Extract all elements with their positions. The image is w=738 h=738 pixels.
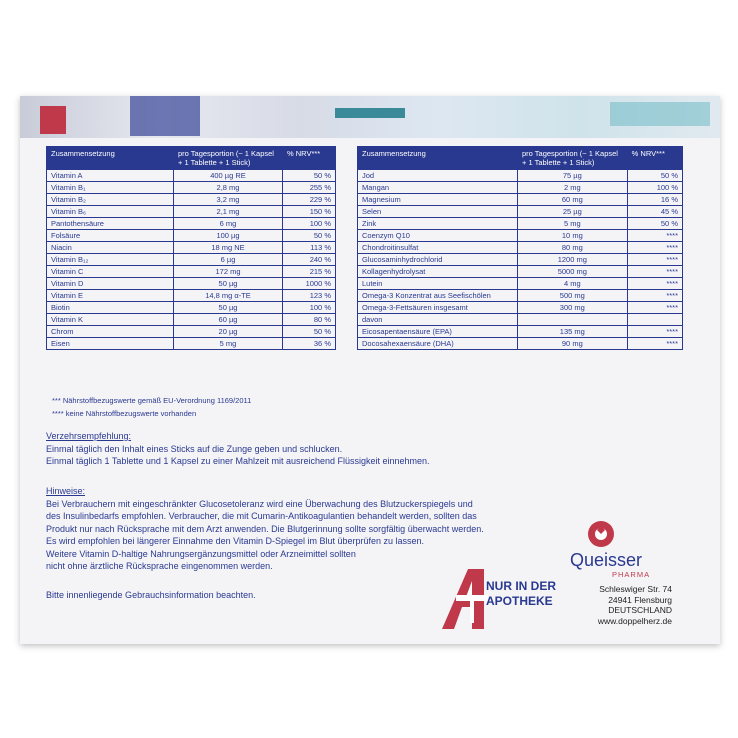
nutrient-nrv: ****: [627, 290, 682, 302]
table-row: [47, 170, 336, 182]
nutrient-amount: 4 mg: [517, 278, 627, 290]
nutrient-nrv: 100 %: [283, 218, 336, 230]
nutrient-amount: [517, 314, 627, 326]
nutrient-amount: 5 mg: [174, 338, 283, 350]
nutrient-amount: 10 mg: [517, 230, 627, 242]
nutrient-amount: 500 mg: [517, 290, 627, 302]
footnote-nrv: *** Nährstoffbezugswerte gemäß EU-Verordnung 1169/2011: [52, 396, 252, 405]
closing-note: Bitte innenliegende Gebrauchsinformation beachten.: [46, 590, 256, 600]
nutrient-amount: 14,8 mg α-TE: [174, 290, 283, 302]
apotheke-text: [486, 579, 556, 609]
table-row: [47, 314, 336, 326]
nutrient-nrv: 100 %: [627, 182, 682, 194]
table-row: [47, 230, 336, 242]
nutrient-name: Jod: [358, 170, 518, 182]
nutrient-amount: 20 µg: [174, 326, 283, 338]
table-row: [47, 266, 336, 278]
nutrient-amount: 5000 mg: [517, 266, 627, 278]
nutrient-amount: 60 µg: [174, 314, 283, 326]
nutrient-nrv: 50 %: [627, 170, 682, 182]
nutrient-name: Vitamin D: [47, 278, 174, 290]
table-row: [358, 278, 683, 290]
nutrient-amount: 80 mg: [517, 242, 627, 254]
apotheke-line: NUR IN DER: [486, 579, 557, 593]
nutrient-amount: 5 mg: [517, 218, 627, 230]
nutrient-name: Folsäure: [47, 230, 174, 242]
nutrient-amount: 400 µg RE: [174, 170, 283, 182]
nutrient-amount: 25 µg: [517, 206, 627, 218]
nutrient-nrv: ****: [627, 230, 682, 242]
nutrient-amount: 1200 mg: [517, 254, 627, 266]
table-row: [358, 230, 683, 242]
nutrient-nrv: 255 %: [283, 182, 336, 194]
dosage-heading: Verzehrsempfehlung:: [46, 431, 132, 441]
nutrient-name: Vitamin B₁₂: [47, 254, 174, 266]
nutrient-nrv: 1000 %: [283, 278, 336, 290]
nutrient-amount: 172 mg: [174, 266, 283, 278]
nutrient-nrv: 123 %: [283, 290, 336, 302]
nutrient-nrv: 150 %: [283, 206, 336, 218]
nutrient-nrv: ****: [627, 254, 682, 266]
header-nrv: % NRV***: [627, 147, 682, 170]
nutrient-name: Eicosapentaensäure (EPA): [358, 326, 518, 338]
nutrient-name: Vitamin C: [47, 266, 174, 278]
nutrient-nrv: 215 %: [283, 266, 336, 278]
nutrition-table-left: [46, 146, 336, 350]
nutrient-amount: 75 µg: [517, 170, 627, 182]
table-row: [47, 242, 336, 254]
table-row: [358, 206, 683, 218]
nutrient-nrv: 36 %: [283, 338, 336, 350]
dosage-section: [46, 430, 430, 468]
address-line: Schleswiger Str. 74: [599, 584, 672, 594]
nutrient-amount: 50 µg: [174, 302, 283, 314]
nutrient-name: Magnesium: [358, 194, 518, 206]
notes-line: Weitere Vitamin D-haltige Nahrungsergänzungsmittel oder Arzneimittel sollten: [46, 548, 356, 559]
nutrient-name: Docosahexaensäure (DHA): [358, 338, 518, 350]
nutrient-name: Lutein: [358, 278, 518, 290]
notes-line: Produkt nur nach Rücksprache mit dem Arzt anwenden. Die Blutgerinnung sollte sorgfältig überwacht werden.: [46, 523, 484, 534]
notes-line: des Insulinbedarfs empfohlen. Verbraucher, die mit Cumarin-Antikoagulantien behandelt werden, sollten das: [46, 511, 477, 521]
nutrient-name: Kollagenhydrolysat: [358, 266, 518, 278]
nutrient-nrv: ****: [627, 326, 682, 338]
header-daily-portion: pro Tagesportion (~ 1 Kapsel + 1 Tablette + 1 Stick): [517, 147, 627, 170]
decor-block: [40, 106, 66, 134]
nutrient-nrv: 100 %: [283, 302, 336, 314]
footnote-no-nrv: **** keine Nährstoffbezugswerte vorhanden: [52, 409, 197, 418]
nutrient-nrv: 113 %: [283, 242, 336, 254]
nutrient-name: Selen: [358, 206, 518, 218]
nutrient-amount: 6 µg: [174, 254, 283, 266]
nutrient-amount: 2,1 mg: [174, 206, 283, 218]
table-row: [358, 326, 683, 338]
website-link[interactable]: www.doppelherz.de: [597, 615, 672, 626]
table-row: [358, 170, 683, 182]
table-row: [47, 290, 336, 302]
nutrient-amount: 2 mg: [517, 182, 627, 194]
nutrient-name: Vitamin B₆: [47, 206, 174, 218]
table-row: [47, 278, 336, 290]
nutrient-nrv: 45 %: [627, 206, 682, 218]
nutrient-name: Glucosaminhydrochlorid: [358, 254, 518, 266]
nutrient-name: Omega-3-Fettsäuren insgesamt: [358, 302, 518, 314]
nutrient-amount: 100 µg: [174, 230, 283, 242]
nutrient-nrv: 50 %: [627, 218, 682, 230]
nutrient-name: davon: [358, 314, 518, 326]
table-row: [47, 206, 336, 218]
notes-line: nicht ohne ärztliche Rücksprache eingenommen werden.: [46, 561, 273, 571]
nutrient-name: Vitamin B₂: [47, 194, 174, 206]
nutrient-nrv: 240 %: [283, 254, 336, 266]
notes-section: [46, 485, 484, 573]
nutrient-name: Chondroitinsulfat: [358, 242, 518, 254]
nutrient-nrv: 80 %: [283, 314, 336, 326]
nutrient-nrv: [627, 314, 682, 326]
table-row: [47, 326, 336, 338]
package-top-band: [20, 96, 720, 138]
dosage-line: Einmal täglich den Inhalt eines Sticks auf die Zunge geben und schlucken.: [46, 443, 343, 454]
decor-block: [335, 108, 405, 118]
nutrient-nrv: ****: [627, 278, 682, 290]
table-row: [358, 338, 683, 350]
table-row: [358, 242, 683, 254]
table-row: [47, 194, 336, 206]
table-row: [358, 182, 683, 194]
nutrient-nrv: 50 %: [283, 170, 336, 182]
nutrient-name: Eisen: [47, 338, 174, 350]
header-composition: Zusammensetzung: [47, 147, 174, 170]
company-name: Queisser: [570, 550, 643, 570]
notes-line: Bei Verbrauchern mit eingeschränkter Glucosetoleranz wird eine Überwachung des Blutzuckerspiegels und: [46, 498, 473, 509]
nutrient-name: Pantothensäure: [47, 218, 174, 230]
nutrient-amount: 18 mg NE: [174, 242, 283, 254]
table-row: [47, 338, 336, 350]
nutrient-name: Zink: [358, 218, 518, 230]
nutrient-amount: 3,2 mg: [174, 194, 283, 206]
table-row: [358, 290, 683, 302]
nutrient-amount: 300 mg: [517, 302, 627, 314]
nutrient-amount: 90 mg: [517, 338, 627, 350]
header-nrv: % NRV***: [283, 147, 336, 170]
decor-block: [610, 102, 710, 126]
nutrient-nrv: 16 %: [627, 194, 682, 206]
nutrient-name: Biotin: [47, 302, 174, 314]
notes-heading: Hinweise:: [46, 486, 86, 496]
nutrient-nrv: ****: [627, 338, 682, 350]
table-row: [358, 218, 683, 230]
nutrition-table-right: [357, 146, 683, 350]
nutrient-name: Vitamin B₁: [47, 182, 174, 194]
header-daily-portion: pro Tagesportion (~ 1 Kapsel + 1 Tablette + 1 Stick): [174, 147, 283, 170]
table-row: [358, 194, 683, 206]
nutrient-nrv: 229 %: [283, 194, 336, 206]
decor-block: [130, 96, 200, 136]
nutrient-name: Coenzym Q10: [358, 230, 518, 242]
nutrient-name: Mangan: [358, 182, 518, 194]
nutrient-name: Chrom: [47, 326, 174, 338]
table-row: [358, 314, 683, 326]
queisser-logo-icon: [587, 520, 615, 548]
nutrient-nrv: 50 %: [283, 326, 336, 338]
nutrient-amount: 6 mg: [174, 218, 283, 230]
header-composition: Zusammensetzung: [358, 147, 518, 170]
notes-line: Es wird empfohlen bei längerer Einnahme den Vitamin D-Spiegel im Blut überprüfen zu lassen.: [46, 536, 425, 546]
nutrient-nrv: 50 %: [283, 230, 336, 242]
nutrient-name: Vitamin E: [47, 290, 174, 302]
nutrient-nrv: ****: [627, 302, 682, 314]
apotheke-line: APOTHEKE: [486, 594, 553, 608]
address-line: 24941 Flensburg: [608, 594, 672, 605]
table-row: [47, 302, 336, 314]
table-row: [358, 266, 683, 278]
table-row: [47, 218, 336, 230]
nutrient-name: Omega-3 Konzentrat aus Seefischölen: [358, 290, 518, 302]
nutrient-amount: 50 µg: [174, 278, 283, 290]
nutrient-nrv: ****: [627, 242, 682, 254]
table-row: [358, 254, 683, 266]
nutrient-amount: 135 mg: [517, 326, 627, 338]
table-row: [47, 182, 336, 194]
company-address: [580, 584, 672, 626]
nutrient-amount: 2,8 mg: [174, 182, 283, 194]
company-sub: PHARMA: [612, 570, 651, 579]
nutrient-nrv: ****: [627, 266, 682, 278]
dosage-line: Einmal täglich 1 Tablette und 1 Kapsel zu einer Mahlzeit mit ausreichend Flüssigkeit einnehmen.: [46, 456, 430, 466]
table-row: [47, 254, 336, 266]
nutrient-name: Niacin: [47, 242, 174, 254]
nutrient-amount: 60 mg: [517, 194, 627, 206]
address-line: DEUTSCHLAND: [608, 605, 672, 615]
nutrient-name: Vitamin K: [47, 314, 174, 326]
nutrient-name: Vitamin A: [47, 170, 174, 182]
table-row: [358, 302, 683, 314]
